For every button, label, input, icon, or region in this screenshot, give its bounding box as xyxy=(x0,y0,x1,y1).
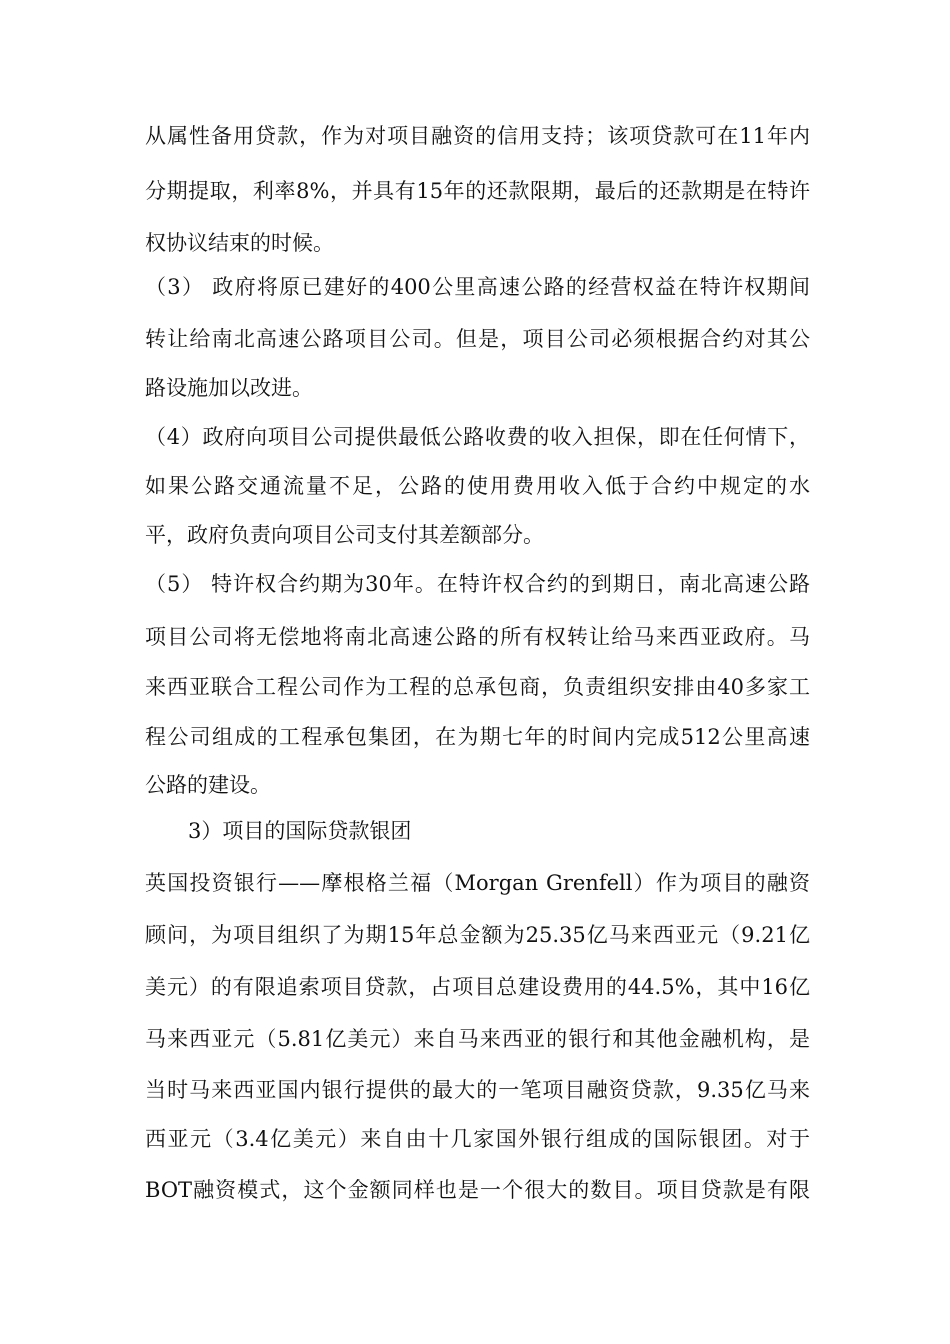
text-line: 平，政府负责向项目公司支付其差额部分。 xyxy=(145,523,544,547)
text-line: 顾问，为项目组织了为期15年总金额为25.35亿马来西亚元（9.21亿 xyxy=(145,923,810,947)
text-line: 权协议结束的时候。 xyxy=(145,231,334,255)
section-heading: 3）项目的国际贷款银团 xyxy=(188,819,412,843)
text-line: 英国投资银行——摩根格兰福（Morgan Grenfell）作为项目的融资 xyxy=(145,871,810,895)
text-line: 当时马来西亚国内银行提供的最大的一笔项目融资贷款，9.35亿马来 xyxy=(145,1078,810,1102)
text-line: 马来西亚元（5.81亿美元）来自马来西亚的银行和其他金融机构，是 xyxy=(145,1027,810,1051)
text-line: 程公司组成的工程承包集团，在为期七年的时间内完成512公里高速 xyxy=(145,725,810,749)
text-line: 路设施加以改进。 xyxy=(145,376,313,400)
text-line: 公路的建设。 xyxy=(145,773,271,797)
text-line: （4）政府向项目公司提供最低公路收费的收入担保，即在任何情下， xyxy=(145,425,810,449)
text-line: 美元）的有限追索项目贷款，占项目总建设费用的44.5%，其中16亿 xyxy=(145,975,810,999)
text-line: （5） 特许权合约期为30年。在特许权合约的到期日，南北高速公路 xyxy=(145,572,810,596)
text-line: 如果公路交通流量不足，公路的使用费用收入低于合约中规定的水 xyxy=(145,474,810,498)
text-line: （3） 政府将原已建好的400公里高速公路的经营权益在特许权期间 xyxy=(145,275,810,299)
text-line: 西亚元（3.4亿美元）来自由十几家国外银行组成的国际银团。对于 xyxy=(145,1127,810,1151)
text-line: 转让给南北高速公路项目公司。但是，项目公司必须根据合约对其公 xyxy=(145,327,810,351)
text-line: 分期提取，利率8%，并具有15年的还款限期，最后的还款期是在特许 xyxy=(145,179,810,203)
text-line: BOT融资模式，这个金额同样也是一个很大的数目。项目贷款是有限 xyxy=(145,1178,810,1202)
text-line: 来西亚联合工程公司作为工程的总承包商，负责组织安排由40多家工 xyxy=(145,675,810,699)
text-line: 项目公司将无偿地将南北高速公路的所有权转让给马来西亚政府。马 xyxy=(145,625,810,649)
text-line: 从属性备用贷款，作为对项目融资的信用支持；该项贷款可在11年内 xyxy=(145,124,810,148)
